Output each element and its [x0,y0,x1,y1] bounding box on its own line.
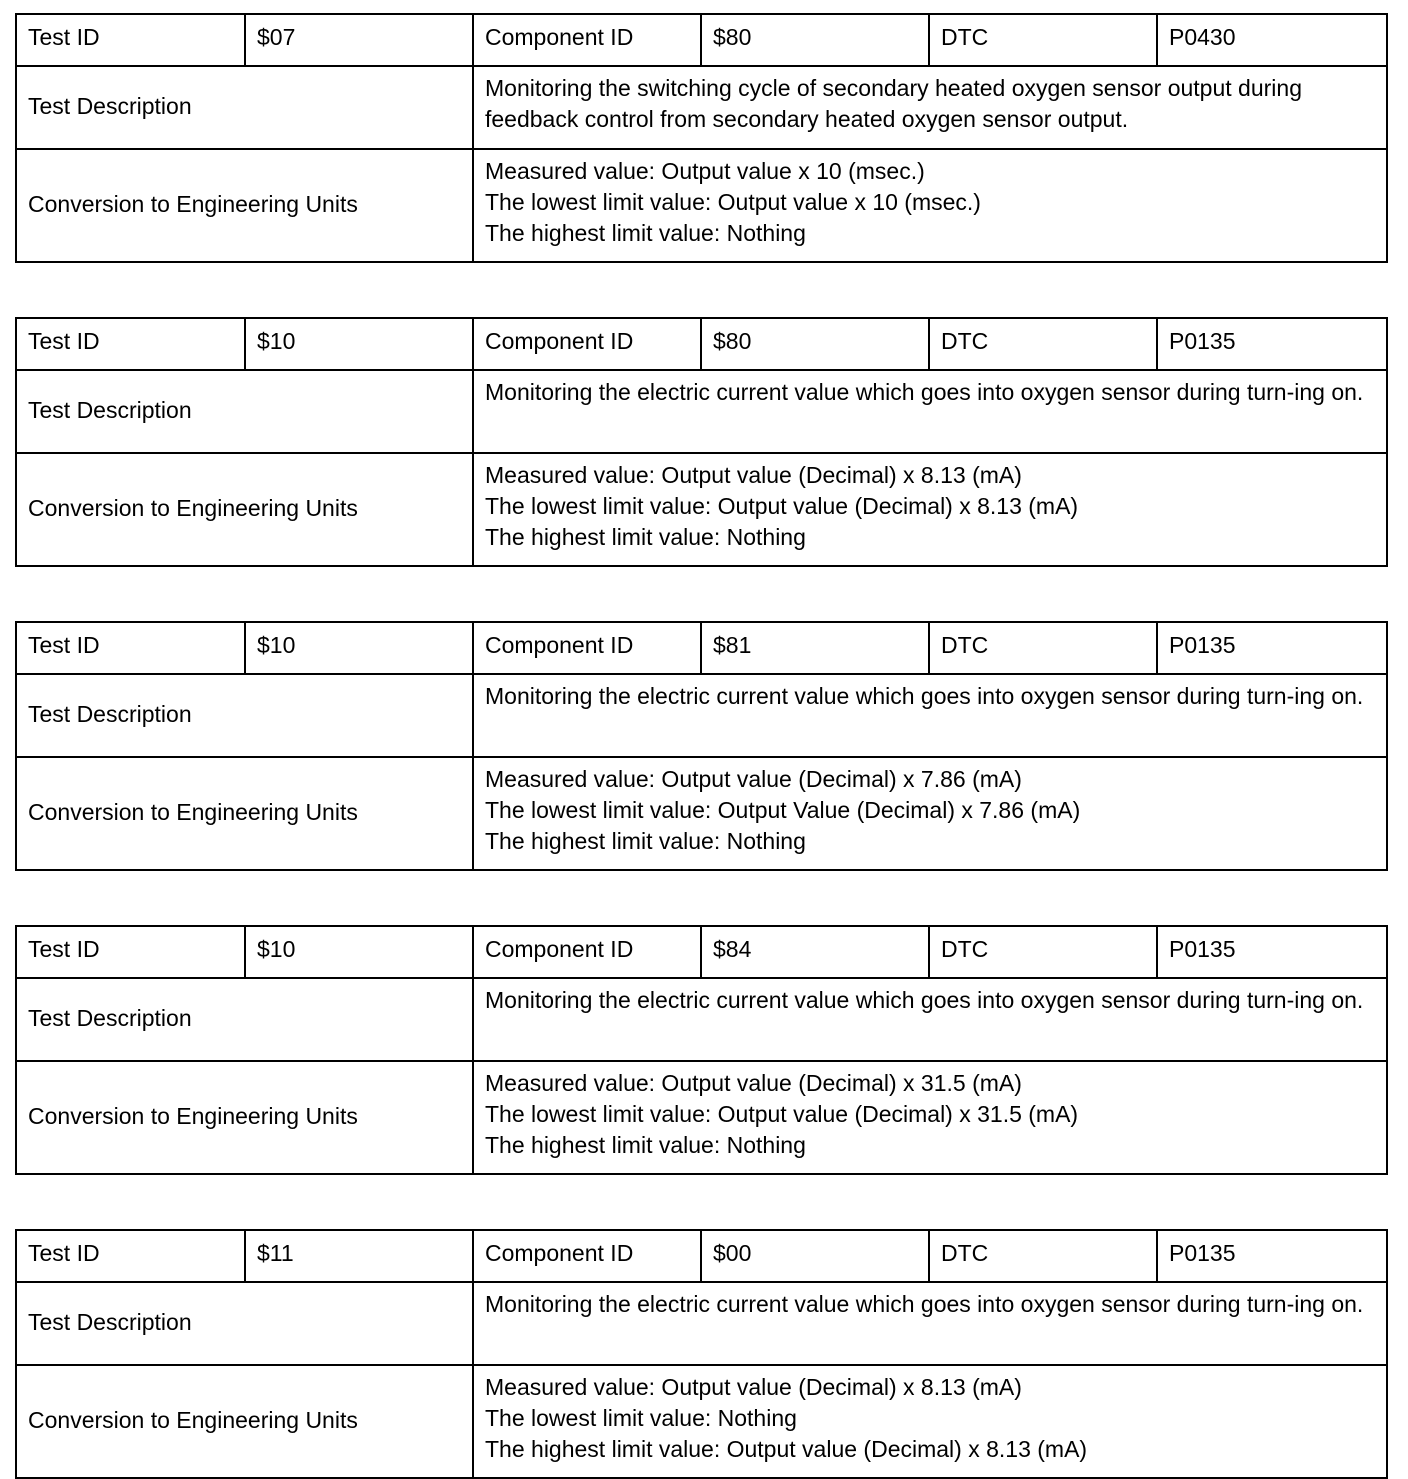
conversion-label: Conversion to Engineering Units [16,453,473,566]
conversion-label: Conversion to Engineering Units [16,1061,473,1174]
conversion-value [473,757,1387,870]
header-row [16,622,1387,674]
component-id-value: $80 [701,318,929,370]
measured-value-line: Measured value: Output value (Decimal) x 8.13 (mA) [485,462,1022,488]
test-id-value: $10 [245,926,473,978]
test-description-value: Monitoring the electric current value which goes into oxygen sensor during turn-ing on. [473,370,1387,453]
lowest-limit-line: The lowest limit value: Output value x 10 (msec.) [485,189,981,215]
test-id-label: Test ID [16,926,245,978]
test-id-value: $07 [245,14,473,66]
component-id-label: Component ID [473,318,701,370]
test-description-value: Monitoring the electric current value which goes into oxygen sensor during turn-ing on. [473,674,1387,757]
conversion-value [473,1061,1387,1174]
header-row [16,1230,1387,1282]
conversion-row [16,1365,1387,1478]
component-id-label: Component ID [473,622,701,674]
test-id-value: $10 [245,318,473,370]
measured-value-line: Measured value: Output value (Decimal) x 31.5 (mA) [485,1070,1022,1096]
test-id-label: Test ID [16,622,245,674]
document-page [15,13,1386,1479]
test-description-value: Monitoring the switching cycle of secondary heated oxygen sensor output during feedback control from secondary heated oxygen sensor output. [473,66,1387,149]
lowest-limit-line: The lowest limit value: Output value (Decimal) x 8.13 (mA) [485,493,1079,519]
conversion-value [473,149,1387,262]
test-description-label: Test Description [16,674,473,757]
header-row [16,926,1387,978]
measured-value-line: Measured value: Output value (Decimal) x 7.86 (mA) [485,766,1022,792]
spec-table [15,1229,1388,1479]
conversion-value [473,1365,1387,1478]
test-id-value: $11 [245,1230,473,1282]
dtc-value: P0135 [1157,926,1387,978]
highest-limit-line: The highest limit value: Nothing [485,1132,806,1158]
conversion-label: Conversion to Engineering Units [16,149,473,262]
component-id-label: Component ID [473,14,701,66]
conversion-row [16,757,1387,870]
dtc-value: P0135 [1157,1230,1387,1282]
spec-table [15,317,1388,567]
spec-table [15,13,1388,263]
highest-limit-line: The highest limit value: Nothing [485,220,806,246]
dtc-label: DTC [929,926,1157,978]
highest-limit-line: The highest limit value: Nothing [485,828,806,854]
dtc-label: DTC [929,1230,1157,1282]
conversion-label: Conversion to Engineering Units [16,1365,473,1478]
test-id-label: Test ID [16,318,245,370]
measured-value-line: Measured value: Output value x 10 (msec.) [485,158,925,184]
conversion-row [16,453,1387,566]
dtc-value: P0135 [1157,622,1387,674]
component-id-value: $84 [701,926,929,978]
highest-limit-line: The highest limit value: Output value (Decimal) x 8.13 (mA) [485,1436,1088,1462]
header-row [16,14,1387,66]
test-id-value: $10 [245,622,473,674]
dtc-label: DTC [929,318,1157,370]
description-row [16,978,1387,1061]
spec-table [15,621,1388,871]
lowest-limit-line: The lowest limit value: Output value (Decimal) x 31.5 (mA) [485,1101,1079,1127]
test-description-value: Monitoring the electric current value which goes into oxygen sensor during turn-ing on. [473,1282,1387,1365]
conversion-value [473,453,1387,566]
dtc-label: DTC [929,622,1157,674]
spec-table [15,925,1388,1175]
test-description-value: Monitoring the electric current value which goes into oxygen sensor during turn-ing on. [473,978,1387,1061]
component-id-value: $80 [701,14,929,66]
dtc-value: P0135 [1157,318,1387,370]
test-id-label: Test ID [16,1230,245,1282]
test-description-label: Test Description [16,370,473,453]
description-row [16,1282,1387,1365]
description-row [16,674,1387,757]
component-id-label: Component ID [473,1230,701,1282]
test-description-label: Test Description [16,978,473,1061]
description-row [16,66,1387,149]
dtc-label: DTC [929,14,1157,66]
description-row [16,370,1387,453]
measured-value-line: Measured value: Output value (Decimal) x 8.13 (mA) [485,1374,1022,1400]
lowest-limit-line: The lowest limit value: Output Value (Decimal) x 7.86 (mA) [485,797,1081,823]
component-id-value: $00 [701,1230,929,1282]
test-description-label: Test Description [16,66,473,149]
test-description-label: Test Description [16,1282,473,1365]
dtc-value: P0430 [1157,14,1387,66]
component-id-label: Component ID [473,926,701,978]
highest-limit-line: The highest limit value: Nothing [485,524,806,550]
conversion-row [16,149,1387,262]
conversion-row [16,1061,1387,1174]
header-row [16,318,1387,370]
component-id-value: $81 [701,622,929,674]
test-id-label: Test ID [16,14,245,66]
lowest-limit-line: The lowest limit value: Nothing [485,1405,797,1431]
conversion-label: Conversion to Engineering Units [16,757,473,870]
